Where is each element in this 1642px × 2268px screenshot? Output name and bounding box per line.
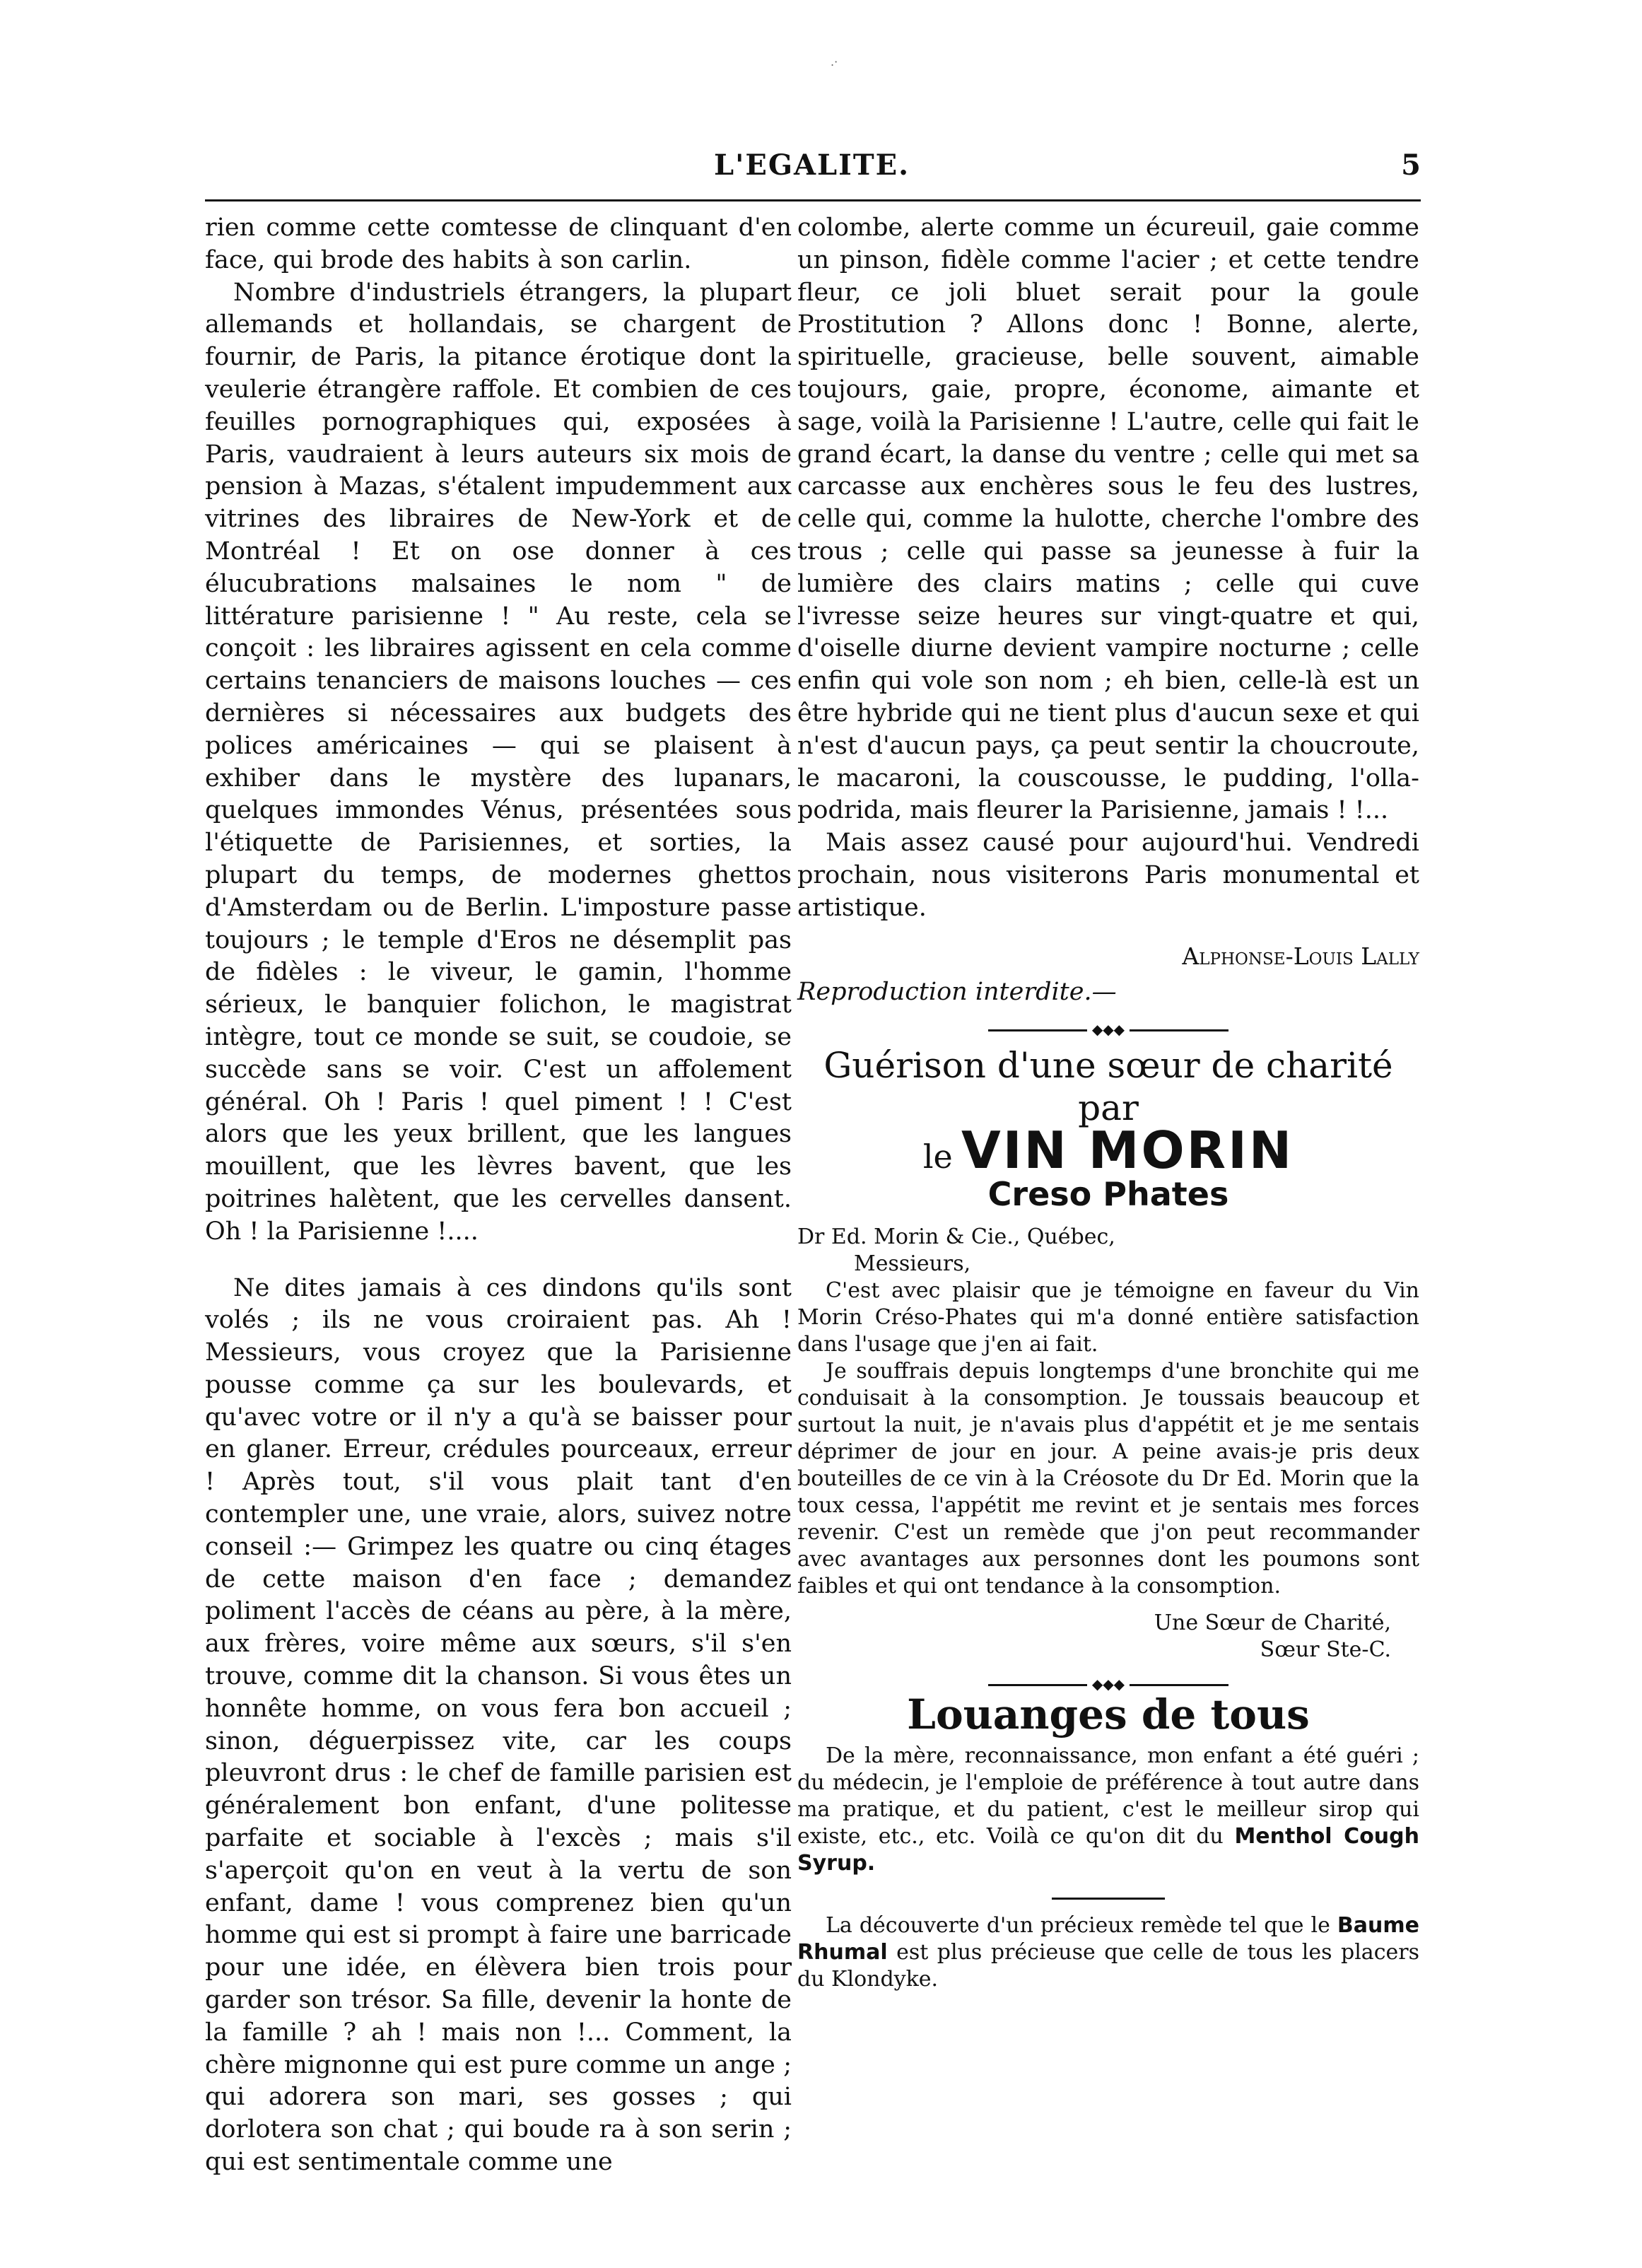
morin-ad-body-2: Je souffrais depuis longtemps d'une bronchite qui me conduisait à la consomption. Je toussais beaucoup et surtout la nuit, je n'avais plus d'appétit et je me sentais déprimer de jour en jour. A peine avais-je pris deux bouteilles de ce vin à la Créosote du Dr Ed. Morin que la toux cessa, l'appétit me revint et je sentais mes forces revenir. C'est un remède que j'on peut recommander avec avantages aux personnes dont les poumons sont faibles et qui ont tendance à la consomption. [797, 1358, 1419, 1598]
left-paragraph-2: Nombre d'industriels étrangers, la plupart allemands et hollandais, se chargent de fournir, de Paris, la pitance érotique dont la veulerie étrangère raffole. Et combien de ces feuilles pornographiques qui, exposées à Paris, vaudraient à leurs auteurs six mois de pension à Mazas, s'étalent impudemment aux vitrines des libraires de New-York et de Montréal ! Et on ose donner à ces élucubrations malsaines le nom " de littérature parisienne ! " Au reste, cela se conçoit : les libraires agissent en cela comme certains tenanciers de maisons louches — ces dernières si nécessaires aux budgets des polices américaines — qui se plaisent à exhiber dans le mystère des lupanars, quelques immondes Vénus, présentées sous l'étiquette de Parisiennes, et sorties, la plupart du temps, de modernes ghettos d'Amsterdam ou de Berlin. L'imposture passe toujours ; le temple d'Eros ne désemplit pas de fidèles : le viveur, le gamin, l'homme sérieux, le banquier folichon, le magistrat intègre, tout ce monde se suit, se coudoie, se succède sans se voir. C'est un affolement général. Oh ! Paris ! quel piment ! ! C'est alors que les yeux brillent, que les langues mouillent, que les lèvres bavent, que les poitrines halètent, que les cervelles dansent. Oh ! la Parisienne !.... [205, 278, 792, 1246]
right-paragraph-2: Mais assez causé pour aujourd'hui. Vendredi prochain, nous visiterons Paris monumental et artistique. [797, 829, 1419, 922]
print-speck: .· [831, 55, 838, 69]
morin-ad-brand [797, 1121, 1419, 1181]
morin-ad-signature-1: Une Sœur de Charité, [1154, 1610, 1391, 1635]
morin-ad-body-1: C'est avec plaisir que je témoigne en faveur du Vin Morin Créso-Phates qui m'a donné entière satisfaction dans l'usage que j'en ai fait. [797, 1278, 1419, 1357]
louanges-ad-title: Louanges de tous [907, 1690, 1310, 1738]
page-number: 5 [1401, 148, 1421, 182]
louanges-ad-text [797, 1743, 1419, 1877]
left-paragraph-1: rien comme cette comtesse de clinquant d'en face, qui brode des habits à son carlin. [205, 214, 792, 274]
reproduction-notice: Reproduction interdite.— [797, 978, 1117, 1007]
morin-ad-signature-2: Sœur Ste-C. [1260, 1637, 1391, 1662]
left-paragraph-3: Ne dites jamais à ces dindons qu'ils sont volés ; ils ne vous croiraient pas. Ah ! Messieurs, vous croyez que la Parisienne pousse comme ça sur les boulevards, et qu'avec votre or il n'y a qu'à se baisser pour en glaner. Erreur, crédules pourceaux, erreur ! Après tout, s'il vous plait tant d'en contempler une, une vraie, alors, suivez notre conseil :— Grimpez les quatre ou cinq étages de cette maison d'en face ; demandez poliment l'accès de céans au père, à la mère, aux frères, voire même aux sœurs, s'il s'en trouve, comme dit la chanson. Si vous êtes un honnête homme, on vous fera bon accueil ; sinon, déguerpissez vite, car les coups pleuvront drus : le chef de famille parisien est généralement bon enfant, d'une politesse parfaite et sociable à l'excès ; mais s'il s'aperçoit qu'on en veut à la vertu de son enfant, dame ! vous comprenez bien qu'un homme qui est si prompt à faire une barricade pour une idée, en élèvera bien trois pour garder son trésor. Sa fille, devenir la honte de la famille ? ah ! mais non !... Comment, la chère mignonne qui est pure comme un ange ; qui adorera son mari, ses gosses ; qui dorlotera son chat ; qui boude ra à son serin ; qui est sentimentale comme une [205, 1273, 792, 2177]
morin-ad-address: Dr Ed. Morin & Cie., Québec, [797, 1224, 1115, 1249]
baume-ad-body-post: est plus précieuse que celle de tous les placers du Klondyke. [797, 1939, 1419, 1992]
morin-ad-article: le [922, 1138, 953, 1176]
morin-ad-letter [797, 1224, 1419, 1600]
morin-ad-salutation: Messieurs, [854, 1251, 971, 1276]
author-signature: Alphonse-Louis Lally [1182, 942, 1419, 970]
ornament-divider: ◆◆◆ [988, 1029, 1228, 1031]
right-column [797, 212, 1419, 1993]
left-column [205, 212, 792, 2179]
morin-ad-product: Creso Phates [987, 1174, 1229, 1213]
header-rule [205, 199, 1421, 201]
morin-ad-brand-name: VIN MORIN [961, 1121, 1294, 1181]
ornament-divider-2: ◆◆◆ [988, 1683, 1228, 1686]
louanges-ad-product: Menthol Cough Syrup. [797, 1823, 1419, 1876]
baume-ad-text [797, 1912, 1419, 1993]
louanges-ad-body: De la mère, reconnaissance, mon enfant a été guéri ; du médecin, je l'emploie de préférence à tout autre dans ma pratique, et du patient, c'est le meilleur sirop qui existe, etc., etc. Voilà ce qu'on dit du [797, 1743, 1419, 1849]
right-paragraph-1: colombe, alerte comme un écureuil, gaie comme un pinson, fidèle comme l'acier ; et cette tendre fleur, ce joli bluet serait pour la goule Prostitution ? Allons donc ! Bonne, alerte, spirituelle, gracieuse, belle souvent, aimable toujours, gaie, propre, économe, aimante et sage, voilà la Parisienne ! L'autre, celle qui fait le grand écart, la danse du ventre ; celle qui met sa carcasse aux enchères sous le feu des lustres, celle qui, comme la hulotte, cherche l'ombre des trous ; celle qui passe sa jeunesse à fuir la lumière des clairs matins ; celle qui cuve l'ivresse seize heures sur vingt-quatre et qui, d'oiselle diurne devient vampire nocturne ; celle enfin qui vole son nom ; eh bien, celle-là est un être hybride qui ne tient plus d'aucun sexe et qui n'est d'aucun pays, ça peut sentir la choucroute, le macaroni, la couscousse, le pudding, l'olla-podrida, mais fleurer la Parisienne, jamais ! !... [797, 214, 1419, 825]
baume-ad-body-pre: La découverte d'un précieux remède tel que le [826, 1912, 1330, 1938]
baume-ad-product: Baume Rhumal [797, 1912, 1419, 1965]
morin-ad-headline: Guérison d'une sœur de charité par [823, 1045, 1393, 1129]
page-header [205, 148, 1421, 198]
newspaper-title: L'EGALITE. [714, 148, 910, 182]
short-rule [1052, 1897, 1165, 1900]
